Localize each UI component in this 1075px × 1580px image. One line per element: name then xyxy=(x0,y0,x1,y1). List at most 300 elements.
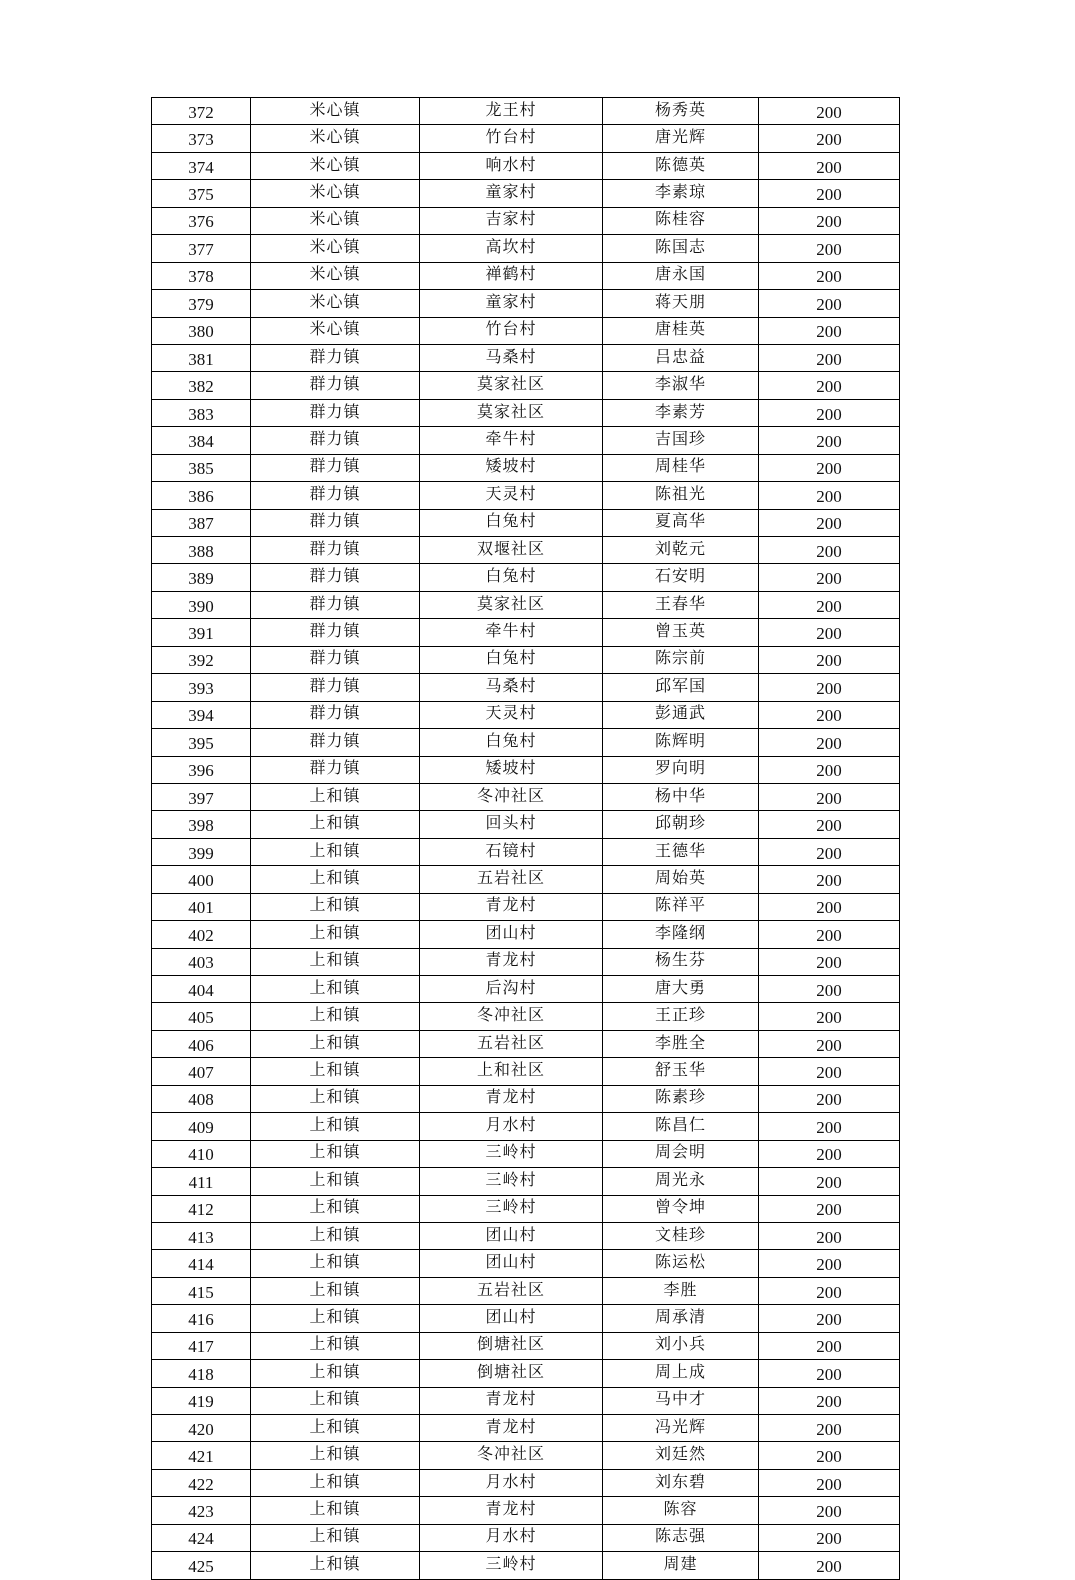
village-cell: 白兔村 xyxy=(420,729,603,756)
table-body xyxy=(152,98,900,1580)
amount-cell: 200 xyxy=(759,482,900,509)
table-row xyxy=(152,344,900,371)
amount-cell: 200 xyxy=(759,290,900,317)
table-row xyxy=(152,564,900,591)
name-cell: 刘东碧 xyxy=(603,1469,759,1496)
village-cell: 石镜村 xyxy=(420,838,603,865)
village-cell: 马桑村 xyxy=(420,344,603,371)
row-number-cell: 419 xyxy=(152,1387,251,1414)
name-cell: 马中才 xyxy=(603,1387,759,1414)
village-cell: 回头村 xyxy=(420,811,603,838)
table-row xyxy=(152,235,900,262)
village-cell: 月水村 xyxy=(420,1113,603,1140)
village-cell: 高坎村 xyxy=(420,235,603,262)
row-number-cell: 404 xyxy=(152,976,251,1003)
row-number-cell: 409 xyxy=(152,1113,251,1140)
amount-cell: 200 xyxy=(759,152,900,179)
amount-cell: 200 xyxy=(759,1085,900,1112)
town-cell: 上和镇 xyxy=(251,921,420,948)
table-row xyxy=(152,591,900,618)
table-row xyxy=(152,1277,900,1304)
name-cell: 唐永国 xyxy=(603,262,759,289)
amount-cell: 200 xyxy=(759,537,900,564)
amount-cell: 200 xyxy=(759,1113,900,1140)
table-row xyxy=(152,125,900,152)
village-cell: 团山村 xyxy=(420,1305,603,1332)
village-cell: 冬冲社区 xyxy=(420,1003,603,1030)
name-cell: 石安明 xyxy=(603,564,759,591)
town-cell: 上和镇 xyxy=(251,948,420,975)
table-row xyxy=(152,1195,900,1222)
village-cell: 倒塘社区 xyxy=(420,1332,603,1359)
town-cell: 上和镇 xyxy=(251,1469,420,1496)
town-cell: 上和镇 xyxy=(251,1415,420,1442)
table-row xyxy=(152,399,900,426)
town-cell: 米心镇 xyxy=(251,125,420,152)
table-row xyxy=(152,1387,900,1414)
name-cell: 刘小兵 xyxy=(603,1332,759,1359)
amount-cell: 200 xyxy=(759,1250,900,1277)
amount-cell: 200 xyxy=(759,948,900,975)
row-number-cell: 384 xyxy=(152,427,251,454)
name-cell: 唐桂英 xyxy=(603,317,759,344)
village-cell: 白兔村 xyxy=(420,509,603,536)
village-cell: 五岩社区 xyxy=(420,1277,603,1304)
amount-cell: 200 xyxy=(759,1552,900,1579)
village-cell: 天灵村 xyxy=(420,482,603,509)
village-cell: 三岭村 xyxy=(420,1195,603,1222)
name-cell: 王春华 xyxy=(603,591,759,618)
town-cell: 上和镇 xyxy=(251,1168,420,1195)
name-cell: 陈祖光 xyxy=(603,482,759,509)
table-row xyxy=(152,783,900,810)
town-cell: 群力镇 xyxy=(251,482,420,509)
town-cell: 群力镇 xyxy=(251,372,420,399)
village-cell: 青龙村 xyxy=(420,1497,603,1524)
town-cell: 上和镇 xyxy=(251,811,420,838)
town-cell: 上和镇 xyxy=(251,1140,420,1167)
name-cell: 李胜 xyxy=(603,1277,759,1304)
table-row xyxy=(152,1552,900,1579)
row-number-cell: 408 xyxy=(152,1085,251,1112)
row-number-cell: 415 xyxy=(152,1277,251,1304)
row-number-cell: 399 xyxy=(152,838,251,865)
amount-cell: 200 xyxy=(759,564,900,591)
name-cell: 舒玉华 xyxy=(603,1058,759,1085)
row-number-cell: 422 xyxy=(152,1469,251,1496)
name-cell: 陈昌仁 xyxy=(603,1113,759,1140)
row-number-cell: 386 xyxy=(152,482,251,509)
town-cell: 上和镇 xyxy=(251,1387,420,1414)
name-cell: 李素芳 xyxy=(603,399,759,426)
village-cell: 白兔村 xyxy=(420,564,603,591)
name-cell: 周光永 xyxy=(603,1168,759,1195)
town-cell: 群力镇 xyxy=(251,509,420,536)
row-number-cell: 377 xyxy=(152,235,251,262)
table-row xyxy=(152,1305,900,1332)
name-cell: 周上成 xyxy=(603,1360,759,1387)
amount-cell: 200 xyxy=(759,756,900,783)
table-row xyxy=(152,1332,900,1359)
name-cell: 陈运松 xyxy=(603,1250,759,1277)
village-cell: 团山村 xyxy=(420,921,603,948)
name-cell: 陈德英 xyxy=(603,152,759,179)
row-number-cell: 391 xyxy=(152,619,251,646)
town-cell: 群力镇 xyxy=(251,399,420,426)
name-cell: 杨中华 xyxy=(603,783,759,810)
amount-cell: 200 xyxy=(759,1442,900,1469)
amount-cell: 200 xyxy=(759,811,900,838)
town-cell: 上和镇 xyxy=(251,1250,420,1277)
amount-cell: 200 xyxy=(759,1277,900,1304)
amount-cell: 200 xyxy=(759,674,900,701)
row-number-cell: 381 xyxy=(152,344,251,371)
village-cell: 莫家社区 xyxy=(420,372,603,399)
row-number-cell: 376 xyxy=(152,207,251,234)
village-cell: 青龙村 xyxy=(420,1387,603,1414)
amount-cell: 200 xyxy=(759,98,900,125)
table-row xyxy=(152,866,900,893)
name-cell: 刘乾元 xyxy=(603,537,759,564)
table-row xyxy=(152,1140,900,1167)
amount-cell: 200 xyxy=(759,344,900,371)
town-cell: 上和镇 xyxy=(251,783,420,810)
row-number-cell: 397 xyxy=(152,783,251,810)
town-cell: 群力镇 xyxy=(251,564,420,591)
row-number-cell: 417 xyxy=(152,1332,251,1359)
row-number-cell: 379 xyxy=(152,290,251,317)
table-row xyxy=(152,1222,900,1249)
amount-cell: 200 xyxy=(759,1360,900,1387)
amount-cell: 200 xyxy=(759,701,900,728)
amount-cell: 200 xyxy=(759,1058,900,1085)
amount-cell: 200 xyxy=(759,619,900,646)
town-cell: 米心镇 xyxy=(251,152,420,179)
town-cell: 上和镇 xyxy=(251,838,420,865)
amount-cell: 200 xyxy=(759,125,900,152)
town-cell: 上和镇 xyxy=(251,1113,420,1140)
amount-cell: 200 xyxy=(759,372,900,399)
town-cell: 上和镇 xyxy=(251,1360,420,1387)
name-cell: 陈祥平 xyxy=(603,893,759,920)
row-number-cell: 395 xyxy=(152,729,251,756)
table-row xyxy=(152,1524,900,1551)
village-cell: 吉家村 xyxy=(420,207,603,234)
town-cell: 上和镇 xyxy=(251,1552,420,1579)
amount-cell: 200 xyxy=(759,317,900,344)
name-cell: 周承清 xyxy=(603,1305,759,1332)
town-cell: 上和镇 xyxy=(251,1003,420,1030)
table-row xyxy=(152,1058,900,1085)
village-cell: 上和社区 xyxy=(420,1058,603,1085)
table-row xyxy=(152,1469,900,1496)
name-cell: 陈辉明 xyxy=(603,729,759,756)
table-row xyxy=(152,646,900,673)
town-cell: 群力镇 xyxy=(251,591,420,618)
amount-cell: 200 xyxy=(759,866,900,893)
town-cell: 群力镇 xyxy=(251,344,420,371)
table-row xyxy=(152,180,900,207)
village-cell: 禅鹤村 xyxy=(420,262,603,289)
amount-cell: 200 xyxy=(759,893,900,920)
town-cell: 米心镇 xyxy=(251,98,420,125)
village-cell: 五岩社区 xyxy=(420,866,603,893)
row-number-cell: 396 xyxy=(152,756,251,783)
row-number-cell: 375 xyxy=(152,180,251,207)
name-cell: 冯光辉 xyxy=(603,1415,759,1442)
town-cell: 群力镇 xyxy=(251,619,420,646)
row-number-cell: 406 xyxy=(152,1030,251,1057)
village-cell: 莫家社区 xyxy=(420,591,603,618)
name-cell: 陈桂容 xyxy=(603,207,759,234)
amount-cell: 200 xyxy=(759,729,900,756)
name-cell: 唐光辉 xyxy=(603,125,759,152)
table-row xyxy=(152,921,900,948)
name-cell: 陈容 xyxy=(603,1497,759,1524)
amount-cell: 200 xyxy=(759,838,900,865)
town-cell: 上和镇 xyxy=(251,1332,420,1359)
town-cell: 上和镇 xyxy=(251,893,420,920)
table-row xyxy=(152,811,900,838)
row-number-cell: 402 xyxy=(152,921,251,948)
name-cell: 文桂珍 xyxy=(603,1222,759,1249)
name-cell: 周会明 xyxy=(603,1140,759,1167)
name-cell: 吉国珍 xyxy=(603,427,759,454)
row-number-cell: 424 xyxy=(152,1524,251,1551)
row-number-cell: 418 xyxy=(152,1360,251,1387)
row-number-cell: 413 xyxy=(152,1222,251,1249)
table-row xyxy=(152,427,900,454)
village-cell: 双堰社区 xyxy=(420,537,603,564)
town-cell: 群力镇 xyxy=(251,537,420,564)
row-number-cell: 401 xyxy=(152,893,251,920)
amount-cell: 200 xyxy=(759,1332,900,1359)
name-cell: 王德华 xyxy=(603,838,759,865)
row-number-cell: 378 xyxy=(152,262,251,289)
town-cell: 上和镇 xyxy=(251,1497,420,1524)
row-number-cell: 380 xyxy=(152,317,251,344)
amount-cell: 200 xyxy=(759,1415,900,1442)
amount-cell: 200 xyxy=(759,1195,900,1222)
amount-cell: 200 xyxy=(759,1168,900,1195)
table-row xyxy=(152,976,900,1003)
table-row xyxy=(152,838,900,865)
village-cell: 天灵村 xyxy=(420,701,603,728)
row-number-cell: 398 xyxy=(152,811,251,838)
village-cell: 五岩社区 xyxy=(420,1030,603,1057)
table-row xyxy=(152,152,900,179)
table-row xyxy=(152,207,900,234)
amount-cell: 200 xyxy=(759,180,900,207)
name-cell: 杨秀英 xyxy=(603,98,759,125)
amount-cell: 200 xyxy=(759,646,900,673)
row-number-cell: 416 xyxy=(152,1305,251,1332)
village-cell: 响水村 xyxy=(420,152,603,179)
table-row xyxy=(152,756,900,783)
table-row xyxy=(152,948,900,975)
village-cell: 三岭村 xyxy=(420,1552,603,1579)
name-cell: 李素琼 xyxy=(603,180,759,207)
name-cell: 周始英 xyxy=(603,866,759,893)
name-cell: 李隆纲 xyxy=(603,921,759,948)
village-cell: 青龙村 xyxy=(420,948,603,975)
amount-cell: 200 xyxy=(759,783,900,810)
amount-cell: 200 xyxy=(759,427,900,454)
name-cell: 曾令坤 xyxy=(603,1195,759,1222)
village-cell: 冬冲社区 xyxy=(420,783,603,810)
table-row xyxy=(152,1250,900,1277)
table-row xyxy=(152,1168,900,1195)
village-cell: 童家村 xyxy=(420,290,603,317)
row-number-cell: 389 xyxy=(152,564,251,591)
town-cell: 上和镇 xyxy=(251,1085,420,1112)
name-cell: 王正珍 xyxy=(603,1003,759,1030)
row-number-cell: 385 xyxy=(152,454,251,481)
amount-cell: 200 xyxy=(759,509,900,536)
row-number-cell: 407 xyxy=(152,1058,251,1085)
town-cell: 米心镇 xyxy=(251,262,420,289)
amount-cell: 200 xyxy=(759,235,900,262)
row-number-cell: 425 xyxy=(152,1552,251,1579)
town-cell: 群力镇 xyxy=(251,427,420,454)
amount-cell: 200 xyxy=(759,1305,900,1332)
town-cell: 上和镇 xyxy=(251,1277,420,1304)
row-number-cell: 420 xyxy=(152,1415,251,1442)
village-cell: 竹台村 xyxy=(420,317,603,344)
name-cell: 陈宗前 xyxy=(603,646,759,673)
amount-cell: 200 xyxy=(759,1387,900,1414)
amount-cell: 200 xyxy=(759,1469,900,1496)
town-cell: 米心镇 xyxy=(251,180,420,207)
table-row xyxy=(152,1442,900,1469)
table-row xyxy=(152,619,900,646)
row-number-cell: 412 xyxy=(152,1195,251,1222)
row-number-cell: 403 xyxy=(152,948,251,975)
town-cell: 上和镇 xyxy=(251,1524,420,1551)
town-cell: 上和镇 xyxy=(251,1305,420,1332)
amount-cell: 200 xyxy=(759,1003,900,1030)
town-cell: 上和镇 xyxy=(251,976,420,1003)
village-cell: 矮坡村 xyxy=(420,454,603,481)
village-cell: 青龙村 xyxy=(420,1415,603,1442)
table-row xyxy=(152,372,900,399)
village-cell: 白兔村 xyxy=(420,646,603,673)
village-cell: 牵牛村 xyxy=(420,427,603,454)
name-cell: 李淑华 xyxy=(603,372,759,399)
village-cell: 莫家社区 xyxy=(420,399,603,426)
village-cell: 三岭村 xyxy=(420,1140,603,1167)
town-cell: 群力镇 xyxy=(251,729,420,756)
row-number-cell: 414 xyxy=(152,1250,251,1277)
town-cell: 米心镇 xyxy=(251,207,420,234)
row-number-cell: 372 xyxy=(152,98,251,125)
amount-cell: 200 xyxy=(759,1140,900,1167)
village-cell: 后沟村 xyxy=(420,976,603,1003)
village-cell: 月水村 xyxy=(420,1524,603,1551)
row-number-cell: 394 xyxy=(152,701,251,728)
table-row xyxy=(152,1085,900,1112)
village-cell: 团山村 xyxy=(420,1250,603,1277)
row-number-cell: 421 xyxy=(152,1442,251,1469)
name-cell: 周建 xyxy=(603,1552,759,1579)
village-cell: 马桑村 xyxy=(420,674,603,701)
name-cell: 吕忠益 xyxy=(603,344,759,371)
town-cell: 群力镇 xyxy=(251,646,420,673)
village-cell: 龙王村 xyxy=(420,98,603,125)
name-cell: 曾玉英 xyxy=(603,619,759,646)
town-cell: 上和镇 xyxy=(251,1030,420,1057)
amount-cell: 200 xyxy=(759,1524,900,1551)
town-cell: 米心镇 xyxy=(251,317,420,344)
village-cell: 倒塘社区 xyxy=(420,1360,603,1387)
table-row xyxy=(152,509,900,536)
town-cell: 上和镇 xyxy=(251,1222,420,1249)
village-cell: 青龙村 xyxy=(420,1085,603,1112)
amount-cell: 200 xyxy=(759,207,900,234)
town-cell: 上和镇 xyxy=(251,1442,420,1469)
table-row xyxy=(152,262,900,289)
village-cell: 童家村 xyxy=(420,180,603,207)
name-cell: 彭通武 xyxy=(603,701,759,728)
table-row xyxy=(152,290,900,317)
table-row xyxy=(152,537,900,564)
table-row xyxy=(152,1415,900,1442)
village-cell: 竹台村 xyxy=(420,125,603,152)
village-cell: 矮坡村 xyxy=(420,756,603,783)
town-cell: 米心镇 xyxy=(251,235,420,262)
row-number-cell: 387 xyxy=(152,509,251,536)
row-number-cell: 374 xyxy=(152,152,251,179)
name-cell: 罗向明 xyxy=(603,756,759,783)
amount-cell: 200 xyxy=(759,1030,900,1057)
name-cell: 陈志强 xyxy=(603,1524,759,1551)
amount-cell: 200 xyxy=(759,1497,900,1524)
name-cell: 杨生芬 xyxy=(603,948,759,975)
row-number-cell: 410 xyxy=(152,1140,251,1167)
table-row xyxy=(152,729,900,756)
town-cell: 群力镇 xyxy=(251,701,420,728)
town-cell: 群力镇 xyxy=(251,674,420,701)
row-number-cell: 390 xyxy=(152,591,251,618)
table-row xyxy=(152,482,900,509)
table-row xyxy=(152,1030,900,1057)
village-cell: 团山村 xyxy=(420,1222,603,1249)
name-cell: 邱军国 xyxy=(603,674,759,701)
village-cell: 冬冲社区 xyxy=(420,1442,603,1469)
town-cell: 群力镇 xyxy=(251,454,420,481)
table-row xyxy=(152,1360,900,1387)
row-number-cell: 388 xyxy=(152,537,251,564)
row-number-cell: 423 xyxy=(152,1497,251,1524)
table-row xyxy=(152,454,900,481)
amount-cell: 200 xyxy=(759,976,900,1003)
name-cell: 陈素珍 xyxy=(603,1085,759,1112)
town-cell: 上和镇 xyxy=(251,1058,420,1085)
row-number-cell: 373 xyxy=(152,125,251,152)
table-row xyxy=(152,1003,900,1030)
amount-cell: 200 xyxy=(759,454,900,481)
town-cell: 上和镇 xyxy=(251,1195,420,1222)
name-cell: 蒋天朋 xyxy=(603,290,759,317)
row-number-cell: 383 xyxy=(152,399,251,426)
town-cell: 米心镇 xyxy=(251,290,420,317)
amount-cell: 200 xyxy=(759,399,900,426)
table-row xyxy=(152,893,900,920)
table-row xyxy=(152,1497,900,1524)
village-cell: 月水村 xyxy=(420,1469,603,1496)
row-number-cell: 393 xyxy=(152,674,251,701)
row-number-cell: 392 xyxy=(152,646,251,673)
